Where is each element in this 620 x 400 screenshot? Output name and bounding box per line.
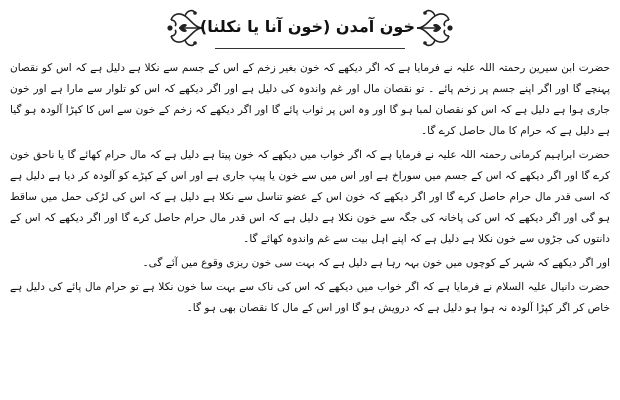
paragraph: حضرت دانیال علیہ السلام نے فرمایا ہے کہ اگر خواب میں دیکھے کہ اس کی ناک سے بہت سا خون نکلا ہے تو حرام مال پائے کی دلیل ہے خاص کر اگر کپڑا آلودہ نہ ہوا ہو دلیل ہے کہ درویش ہو گا اور اس کے مال کا نقصان بھی ہو گا۔: [10, 281, 610, 314]
floral-ornament-icon: [415, 6, 455, 50]
page-title: خون آمدن (خون آنا یا نکلنا): [199, 17, 415, 36]
paragraph: حضرت ابن سیرین رحمتہ اللہ علیہ نے فرمایا ہے کہ اگر دیکھے کہ خون بغیر زخم کے اس کے جسم سے نکلا ہے دلیل ہے کہ اس کو نقصان پہنچے گا اور اگر اپنے جسم پر زخم پائے ۔ تو نقصان مال اور غم واندوہ کی دلیل ہے اور اگر دیکھے کہ اس کو تلوار سے مارا ہے اور خون جاری ہوا ہے دلیل ہے کہ اس کو نقصان لمبا ہو گا اور وہ اس پر ثواب پائے گا اور اگر دیکھے کہ زخم کے خون سے اس کا کپڑا آلودہ ہو گیا ہے دلیل ہے کہ حرام کا مال حاصل کرے گا۔: [10, 62, 610, 137]
title-frame: [165, 6, 455, 58]
title-divider: [215, 48, 405, 49]
paragraph: حضرت ابراہیم کرمانی رحمتہ اللہ علیہ نے فرمایا ہے کہ اگر خواب میں دیکھے کہ خون پیتا ہے دلیل ہے کہ مال حرام کھائے گا یا ناحق خون کرے گا اور اگر دیکھے کہ اس کے جسم میں سوراخ ہے اور اس میں سے خون یا پیپ جاری ہے اور اس کے کپڑے کو آلودہ کر دیا ہے دلیل ہے کہ اسی قدر مال حرام حاصل کرے گا اور اگر دیکھے کہ خون اس کے عضو تناسل سے نکلا ہے دلیل ہے کہ اس کی لڑکی حمل میں ساقط ہو گی اور اگر دیکھے کہ اس کی پاخانہ کی جگہ سے خون نکلا ہے دلیل ہے کہ اس قدر مال حرام حاصل کرے گا اور اگر دیکھے کہ اس کے دانتوں کی جڑوں سے خون نکلا ہے دلیل ہے کہ اپنے اہل بیت سے غم واندوہ کھائے گا۔: [10, 149, 610, 245]
paragraph: اور اگر دیکھے کہ شہر کے کوچوں میں خون بہہ رہا ہے دلیل ہے کہ بہت سی خون ریزی وقوع میں آئے گی۔: [142, 257, 610, 269]
article-body: [10, 58, 610, 322]
